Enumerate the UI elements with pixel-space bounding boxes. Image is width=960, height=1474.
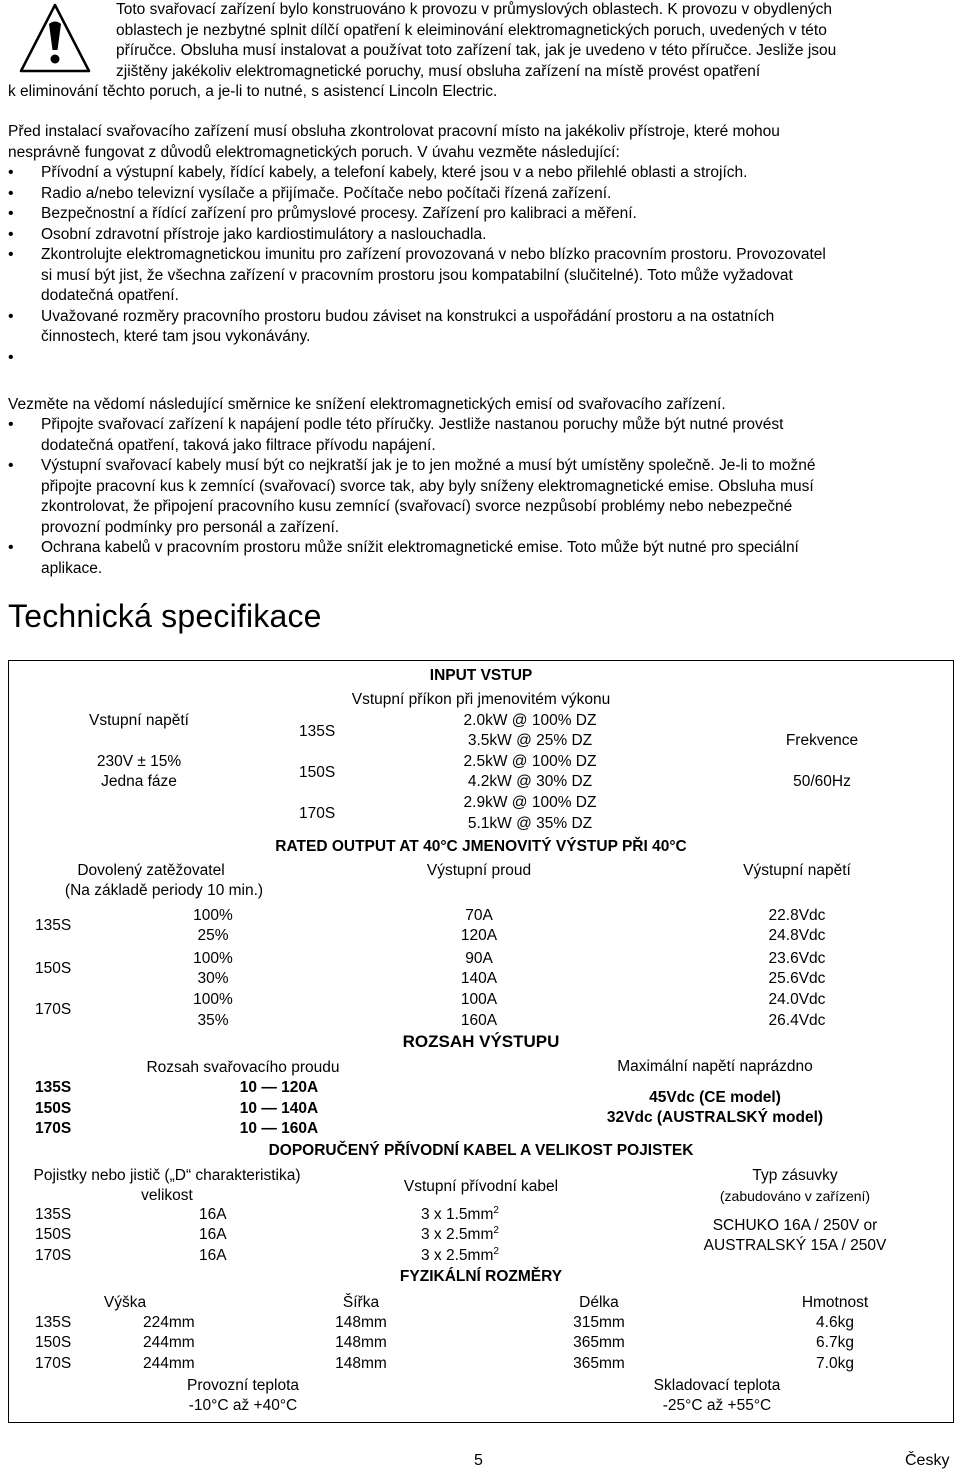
ocv-label: Maximální napětí naprázdno bbox=[617, 1058, 813, 1075]
height: 244mm bbox=[143, 1334, 195, 1351]
fuse-label: Pojistky nebo jistič („D“ charakteristika) bbox=[33, 1167, 301, 1184]
width: 148mm bbox=[335, 1355, 387, 1372]
model: 150S bbox=[35, 1334, 72, 1351]
voltage: 24.8Vdc bbox=[768, 927, 826, 944]
cable-size: 3 x $2.5mm^2$ bbox=[421, 1224, 499, 1243]
voltage: 26.4Vdc bbox=[768, 1012, 826, 1029]
ocv-value: 45Vdc (CE model) bbox=[649, 1089, 781, 1106]
mass: 4.6kg bbox=[816, 1314, 854, 1331]
socket-label: Typ zásuvky bbox=[752, 1167, 838, 1184]
list-item: • Radio a/nebo televizní vysílače a přijímače. Počítače nebo počítači řízená zařízení. bbox=[8, 184, 948, 205]
model: 135S bbox=[35, 1314, 72, 1331]
current: 90A bbox=[465, 950, 493, 967]
fuse-label-2: velikost bbox=[141, 1187, 193, 1204]
model: 150S bbox=[35, 1226, 72, 1243]
model: 135S bbox=[299, 723, 336, 740]
reduce-list bbox=[8, 415, 948, 579]
list-item-empty bbox=[8, 348, 948, 369]
list-item: • Bezpečnostní a řídící zařízení pro průmyslové procesy. Zařízení pro kalibraci a měření. bbox=[8, 204, 948, 225]
section-title: Technická specifikace bbox=[8, 598, 322, 634]
list-item: • Uvažované rozměry pracovního prostoru budou záviset na konstrukci a uspořádání prostoru a na ostatních činnostech, které tam jsou vykonávány. bbox=[8, 307, 948, 348]
cable-label: Vstupní přívodní kabel bbox=[403, 1178, 559, 1195]
width-label: Šířka bbox=[342, 1294, 380, 1311]
fuse: 16A bbox=[199, 1247, 227, 1264]
check-paragraph bbox=[8, 122, 953, 163]
power-label: Vstupní příkon při jmenovitém výkonu bbox=[351, 691, 611, 708]
duty-label-2: (Na základě periody 10 min.) bbox=[64, 882, 264, 899]
power-100: 2.0kW @ 100% DZ bbox=[463, 712, 597, 729]
check-list bbox=[8, 163, 948, 368]
check-line: nesprávně fungovat z důvodů elektromagnetických poruch. V úvahu vezměte následující: bbox=[8, 143, 620, 161]
model: 170S bbox=[35, 1120, 72, 1137]
footer-language: Česky bbox=[905, 1452, 950, 1469]
height-label: Výška bbox=[103, 1294, 147, 1311]
freq-label: Frekvence bbox=[785, 732, 859, 749]
range-value: 10 — 140A bbox=[239, 1100, 319, 1117]
model: 135S bbox=[35, 1206, 72, 1223]
model: 170S bbox=[299, 805, 336, 822]
mass: 7.0kg bbox=[816, 1355, 854, 1372]
current: 70A bbox=[465, 907, 493, 924]
current: 120A bbox=[460, 927, 498, 944]
ocv-value: 32Vdc (AUSTRALSKÝ model) bbox=[606, 1109, 824, 1126]
mass: 6.7kg bbox=[816, 1334, 854, 1351]
st-temp-label: Skladovací teplota bbox=[653, 1377, 781, 1394]
voltage: 23.6Vdc bbox=[768, 950, 826, 967]
list-item: • Výstupní svařovací kabely musí být co nejkratší jak je to jen možné a musí být umístěny společně. Je-li to možné připojte pracovní kus k zemnící (svařovací) svorce tak, aby byly sníženy elektromagnetické emise. Obsluha musí zkontrolovat, že připojení pracovního kusu zemnící (svařovací) svorce nezpůsobí problémy nebo nebezpečné provozní podmínky pro personál a zařízení. bbox=[8, 456, 948, 538]
rated-header: RATED OUTPUT AT 40°C JMENOVITÝ VÝSTUP PŘI 40°C bbox=[275, 838, 687, 855]
duty: 100% bbox=[193, 950, 233, 967]
duty: 100% bbox=[193, 991, 233, 1008]
fuse: 16A bbox=[199, 1226, 227, 1243]
length: 315mm bbox=[573, 1314, 625, 1331]
cable-size: 3 x $2.5mm^2$ bbox=[421, 1245, 499, 1264]
model: 170S bbox=[35, 1355, 72, 1372]
cable-header: DOPORUČENÝ PŘÍVODNÍ KABEL A VELIKOST POJISTEK bbox=[268, 1142, 694, 1159]
length: 365mm bbox=[573, 1355, 625, 1372]
duty: 35% bbox=[197, 1012, 229, 1029]
length: 365mm bbox=[573, 1334, 625, 1351]
voltage-label: Vstupní napětí bbox=[89, 712, 189, 729]
socket-value: AUSTRALSKÝ 15A / 250V bbox=[703, 1237, 887, 1254]
duty: 30% bbox=[197, 970, 229, 987]
model: 135S bbox=[35, 917, 72, 934]
intro-paragraph: Toto svařovací zařízení bylo konstruováno k provozu v průmyslových oblastech. K provozu v obydlených oblastech je nezbytné splnit dílčí opatření k eleiminování elektromagnetických poruch, uvedených v této příručce. Obsluha musí instalovat a používat toto zařízení tak, jak je uvedeno v této příručce. Jesliže jsou zjištěny jakékoliv elektromagnetické poruchy, musí obsluha zařízení na místě provést opatření k eliminování těchto poruch, a je-li to nutné, s asistencí Lincoln Electric. bbox=[8, 1, 837, 100]
width: 148mm bbox=[335, 1334, 387, 1351]
out-voltage-label: Výstupní napětí bbox=[743, 862, 851, 879]
range-value: 10 — 120A bbox=[239, 1079, 319, 1096]
power-100: 2.5kW @ 100% DZ bbox=[463, 753, 597, 770]
check-line: Před instalací svařovacího zařízení musí obsluha zkontrolovat pracovní místo na jakékoliv přístroje, které mohou bbox=[8, 123, 780, 140]
width: 148mm bbox=[335, 1314, 387, 1331]
model: 150S bbox=[299, 764, 336, 781]
voltage: 25.6Vdc bbox=[768, 970, 826, 987]
model: 135S bbox=[35, 1079, 72, 1096]
height: 244mm bbox=[143, 1355, 195, 1372]
reduce-lead: Vezměte na vědomí následující směrnice ke snížení elektromagnetických emisí od svařovacího zařízení. bbox=[8, 396, 726, 413]
current: 100A bbox=[460, 991, 498, 1008]
current: 160A bbox=[460, 1012, 498, 1029]
socket-label-2: (zabudováno v zařízení) bbox=[719, 1188, 871, 1204]
power-dz: 3.5kW @ 25% DZ bbox=[467, 732, 593, 749]
list-item: • Osobní zdravotní přístroje jako kardiostimulátory a naslouchadla. bbox=[8, 225, 948, 246]
power-dz: 4.2kW @ 30% DZ bbox=[467, 773, 593, 790]
list-item: • Připojte svařovací zařízení k napájení podle této příručky. Jestliže nastanou poruchy může být nutné provést dodatečná opatření, taková jako filtrace přívodu napájení. bbox=[8, 415, 948, 456]
model: 170S bbox=[35, 1001, 72, 1018]
model: 170S bbox=[35, 1247, 72, 1264]
current-label: Výstupní proud bbox=[426, 862, 532, 879]
page-number: 5 bbox=[474, 1452, 483, 1469]
voltage: 22.8Vdc bbox=[768, 907, 826, 924]
op-temp-label: Provozní teplota bbox=[186, 1377, 300, 1394]
duty: 25% bbox=[197, 927, 229, 944]
voltage: 24.0Vdc bbox=[768, 991, 826, 1008]
socket-value: SCHUKO 16A / 250V or bbox=[712, 1217, 878, 1234]
duty-label: Dovolený zatěžovatel bbox=[77, 862, 225, 879]
input-header: INPUT VSTUP bbox=[429, 667, 533, 684]
spec-table bbox=[8, 660, 954, 1423]
freq-value: 50/60Hz bbox=[793, 773, 851, 790]
range-header: ROZSAH VÝSTUPU bbox=[402, 1032, 560, 1051]
list-item: • Ochrana kabelů v pracovním prostoru může snížit elektromagnetické emise. Toto může být nutné pro speciální aplikace. bbox=[8, 538, 948, 579]
duty: 100% bbox=[193, 907, 233, 924]
st-temp-value: -25°C až +55°C bbox=[662, 1397, 772, 1414]
length-label: Délka bbox=[579, 1294, 619, 1311]
list-item: • Zkontrolujte elektromagnetickou imunitu pro zařízení provozovaná v nebo blízko pracovním prostoru. Provozovatel si musí být jist, že všechna zařízení v pracovním prostoru jsou kompatabilní (slučitelné). Toto může vyžadovat dodatečná opatření. bbox=[8, 245, 948, 307]
list-item: • Přívodní a výstupní kabely, řídící kabely, a telefoní kabely, které jsou v a nebo přilehlé oblasti a strojích. bbox=[8, 163, 948, 184]
phys-header: FYZIKÁLNÍ ROZMĚRY bbox=[399, 1268, 563, 1285]
fuse: 16A bbox=[199, 1206, 227, 1223]
power-dz: 5.1kW @ 35% DZ bbox=[467, 815, 593, 832]
model: 150S bbox=[35, 1100, 72, 1117]
power-100: 2.9kW @ 100% DZ bbox=[463, 794, 597, 811]
range-label: Rozsah svařovacího proudu bbox=[146, 1059, 340, 1076]
cable-size: 3 x $1.5mm^2$ bbox=[421, 1204, 499, 1223]
height: 224mm bbox=[143, 1314, 195, 1331]
model: 150S bbox=[35, 960, 72, 977]
op-temp-value: -10°C až +40°C bbox=[188, 1397, 298, 1414]
range-value: 10 — 160A bbox=[239, 1120, 319, 1137]
phase: Jedna fáze bbox=[101, 773, 177, 790]
mass-label: Hmotnost bbox=[801, 1294, 869, 1311]
current: 140A bbox=[460, 970, 498, 987]
voltage-value: 230V ± 15% bbox=[96, 753, 182, 770]
